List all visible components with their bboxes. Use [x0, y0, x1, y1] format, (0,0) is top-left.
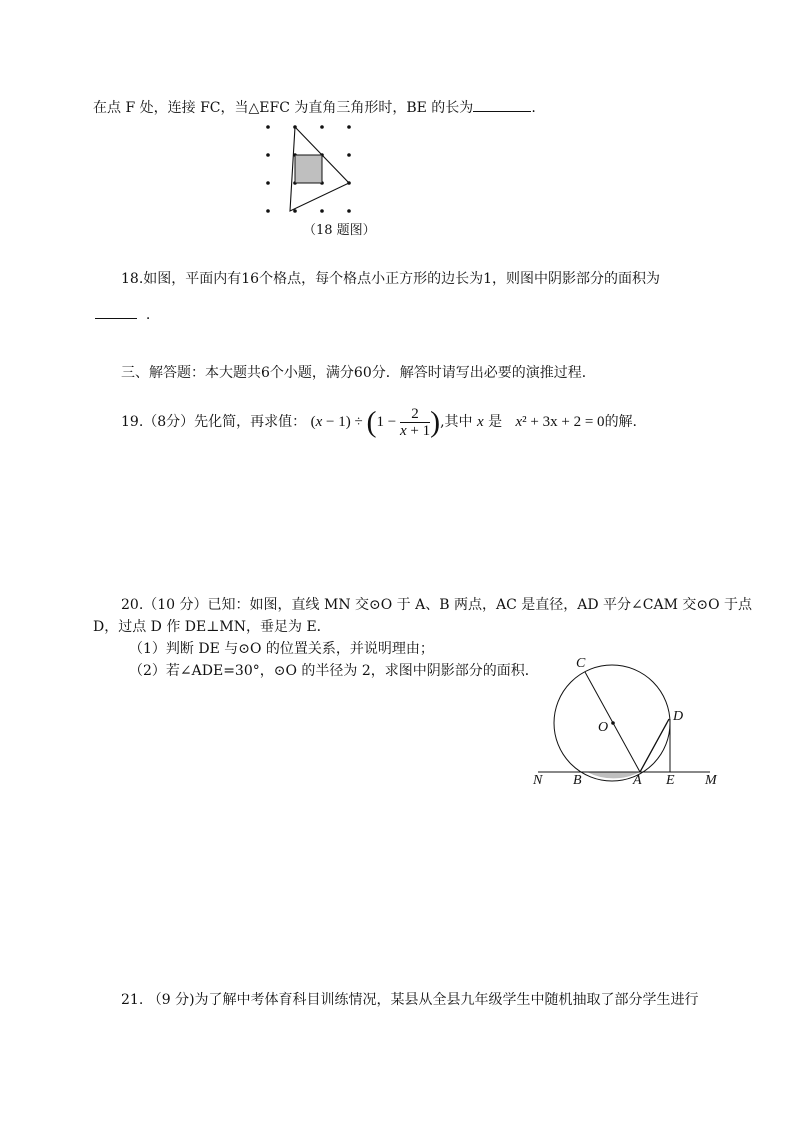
q20-line2: D，过点 D 作 DE⊥MN，垂足为 E．: [93, 619, 331, 635]
q19-where: ,其中: [440, 414, 473, 430]
q18-text: 18.如图，平面内有16个格点，每个格点小正方形的边长为1，则图中阴影部分的面积为: [121, 271, 660, 287]
q17-period: .: [531, 100, 536, 116]
q18-period: .: [145, 307, 151, 323]
label-o: O: [598, 720, 609, 735]
label-c: C: [576, 656, 586, 671]
q21-text: 21. （9 分)为了解中考体育科目训练情况，某县从全县九年级学生中随机抽取了部分学生进行: [121, 992, 699, 1008]
label-d: D: [673, 709, 684, 724]
q17-tail: [93, 97, 536, 117]
label-m: M: [705, 773, 717, 788]
q19-x-var: x: [477, 414, 484, 430]
q17-answer-blank[interactable]: [473, 97, 531, 112]
q19-is: 是: [488, 414, 503, 430]
figure-18-lattice: [255, 115, 365, 220]
label-n: N: [533, 773, 543, 788]
section-3-heading: 三、解答题：本大题共6个小题，满分60分．解答时请写出必要的演推过程．: [121, 365, 596, 381]
label-a: A: [633, 773, 642, 788]
label-b: B: [573, 773, 582, 788]
q19-equation: x² + 3x + 2 = 0: [515, 414, 605, 430]
q20-line1: 20.（10 分）已知：如图，直线 MN 交⊙O 于 A、B 两点，AC 是直径，AD 平分∠CAM 交⊙O 于点: [121, 597, 753, 613]
q19-prefix: 19.（8分）先化简，再求值：: [121, 414, 307, 430]
q18-answer-line: [95, 304, 150, 324]
figure-20-circle-diagram: [530, 655, 730, 795]
q20-sub1: （1）判断 DE 与⊙O 的位置关系，并说明理由；: [129, 641, 434, 657]
figure-18-caption: （18 题图）: [303, 223, 376, 238]
q20-sub2: （2）若∠ADE=30°，⊙O 的半径为 2，求图中阴影部分的面积．: [129, 663, 539, 679]
center-point: [611, 721, 615, 725]
q17-text: 在点 F 处，连接 FC，当△EFC 为直角三角形时，BE 的长为: [93, 100, 474, 116]
q19: [121, 397, 637, 447]
shaded-square: [295, 155, 322, 183]
label-e: E: [666, 773, 675, 788]
q19-tail: 的解.: [604, 414, 638, 430]
q18-answer-blank[interactable]: [95, 304, 137, 319]
q19-expression: (x − 1) ÷ (1 − $\frac{2}{x + 1}$ ): [310, 405, 441, 440]
q19-fraction: $\frac{2}{x + 1}$: [399, 406, 431, 440]
